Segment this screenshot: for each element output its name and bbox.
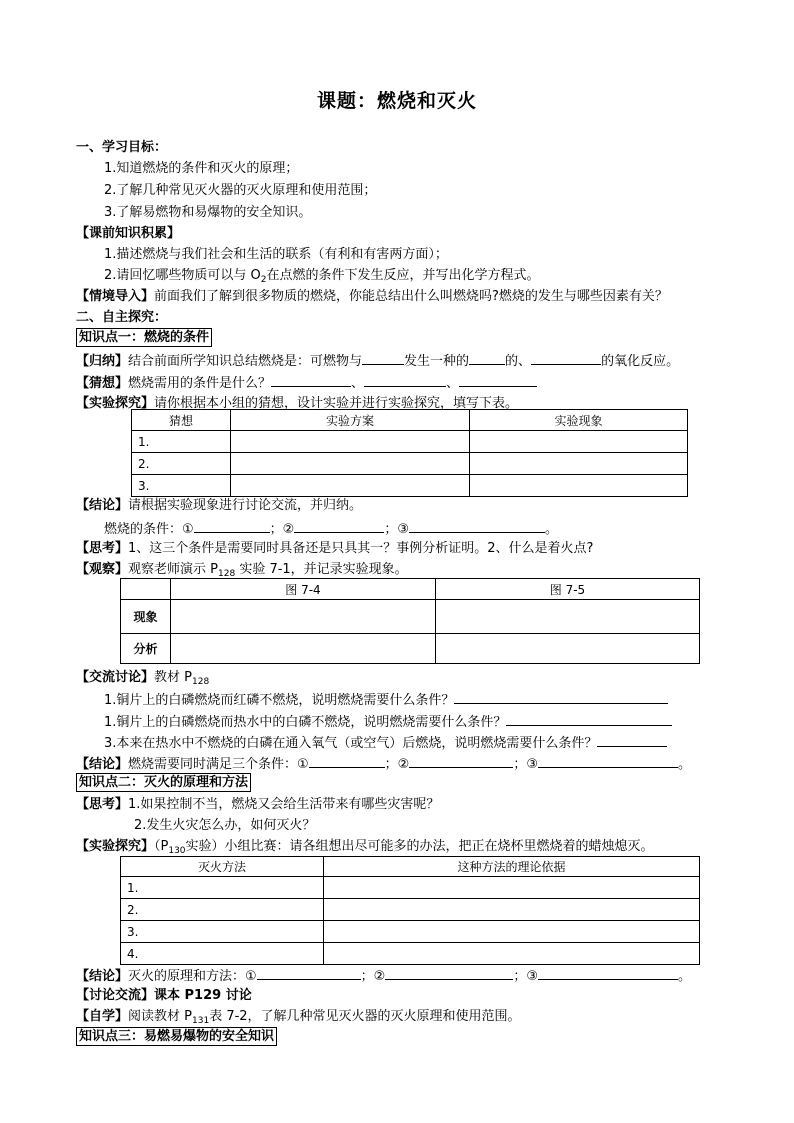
section-1-heading: 一、学习目标：	[76, 140, 168, 155]
table-header: 实验现象	[470, 410, 688, 431]
conclusion-2-line: 【结论】燃烧需要同时满足三个条件：① ；② ；③ 。	[76, 753, 691, 773]
conclusion-3-line: 【结论】灭火的原理和方法：① ；② ；③ 。	[76, 965, 691, 985]
blank[interactable]	[409, 753, 513, 768]
blank[interactable]	[538, 965, 678, 980]
blank[interactable]	[469, 350, 505, 365]
kp3-title: 知识点三：易燃易爆物的安全知识	[76, 1027, 277, 1046]
blank[interactable]	[454, 689, 668, 704]
observe-line: 【观察】观察老师演示 $P_{128}$ 实验 7-1，并记录实验现象。	[76, 562, 408, 579]
blank[interactable]	[385, 965, 513, 980]
blank[interactable]	[409, 518, 545, 533]
table-header: 实验方案	[231, 410, 470, 431]
discussion-line: 【交流讨论】教材 $P_{128}$	[76, 670, 210, 687]
think-2-item: 2.发生火灾怎么办，如何灭火？	[134, 818, 316, 833]
table-row: 2.	[132, 453, 688, 475]
conclusion-line: 【结论】请根据实验现象进行讨论交流，并归纳。	[76, 498, 363, 513]
observation-table	[120, 578, 700, 664]
table-row: 1.	[121, 877, 700, 899]
blank[interactable]	[309, 753, 385, 768]
extinguish-table	[120, 856, 700, 965]
objective-1: 1.知道燃烧的条件和灭火的原理；	[104, 161, 299, 176]
question-3: 3.本来在热水中不燃烧的白磷在通入氧气（或空气）后燃烧，说明燃烧需要什么条件？	[104, 732, 667, 752]
page-title: 课题：燃烧和灭火	[316, 90, 477, 112]
table-header: 图 7-5	[436, 579, 700, 600]
table-row: 1.	[132, 431, 688, 453]
hypothesis-table	[131, 409, 688, 497]
self-study-line: 【自学】阅读教材 $P_{131}$表 7-2，了解几种常见灭火器的灭火原理和使用范围。	[76, 1009, 521, 1026]
blank[interactable]	[271, 372, 351, 387]
kp2-title: 知识点二：灭火的原理和方法	[76, 773, 251, 792]
kp2-title-line	[76, 773, 251, 793]
question-2: 1.铜片上的白磷燃烧而热水中的白磷不燃烧，说明燃烧需要什么条件？	[104, 711, 672, 731]
table-header: 灭火方法	[121, 857, 324, 877]
think-2-line: 【思考】1.如果控制不当，燃烧又会给生活带来有哪些灾害呢？	[76, 797, 440, 812]
experiment-line: 【实验探究】请你根据本小组的猜想，设计实验并进行实验探究，填写下表。	[76, 396, 519, 411]
objective-2: 2.了解几种常见灭火器的灭火原理和使用范围；	[104, 183, 377, 198]
blank[interactable]	[364, 372, 446, 387]
blank[interactable]	[597, 732, 667, 747]
objective-3: 3.了解易燃物和易爆物的安全知识。	[104, 205, 312, 220]
blank[interactable]	[362, 350, 404, 365]
guess-line: 【猜想】燃烧需用的条件是什么？ 、 、	[76, 372, 537, 392]
table-row: 2.	[121, 899, 700, 921]
intro-line: 【情境导入】前面我们了解到很多物质的燃烧，你能总结出什么叫燃烧吗?燃烧的发生与哪些因素有关？	[76, 289, 668, 304]
conditions-line: 燃烧的条件：① ；② ；③ 。	[104, 518, 558, 538]
blank[interactable]	[459, 372, 537, 387]
blank[interactable]	[538, 753, 678, 768]
blank[interactable]	[194, 518, 270, 533]
section-2-heading: 二、自主探究：	[76, 310, 168, 325]
experiment-2-line: 【实验探究】（$P_{130}$实验）小组比赛：请各组想出尽可能多的办法，把正在烧杯里燃烧着的蜡烛熄灭。	[76, 839, 654, 856]
pre-item-2: 2.请回忆哪些物质可以与 $O_2$在点燃的条件下发生反应，并写出化学方程式。	[104, 268, 540, 285]
blank[interactable]	[294, 518, 384, 533]
blank[interactable]	[257, 965, 361, 980]
kp1-title-line	[76, 328, 212, 348]
table-header: 这种方法的理论依据	[324, 857, 700, 877]
blank[interactable]	[506, 711, 672, 726]
table-row: 4.	[121, 943, 700, 965]
table-row: 分析	[121, 634, 700, 664]
think-line: 【思考】1、这三个条件是需要同时具备还是只具其一？事例分析证明。2、什么是着火点?	[76, 541, 594, 556]
summary-line: 【归纳】结合前面所学知识总结燃烧是：可燃物与 发生一种的 的、 的氧化反应。	[76, 350, 679, 370]
table-row: 3.	[132, 475, 688, 497]
table-row: 3.	[121, 921, 700, 943]
table-row: 现象	[121, 600, 700, 634]
table-header: 猜想	[132, 410, 231, 431]
discussion-2-line: 【讨论交流】课本 P129 讨论	[76, 988, 252, 1003]
pre-knowledge-label: 【课前知识积累】	[76, 226, 181, 241]
blank[interactable]	[531, 350, 601, 365]
pre-item-1: 1.描述燃烧与我们社会和生活的联系（有利和有害两方面）；	[104, 247, 448, 262]
question-1: 1.铜片上的白磷燃烧而红磷不燃烧，说明燃烧需要什么条件？	[104, 689, 668, 709]
kp1-title: 知识点一：燃烧的条件	[76, 328, 212, 347]
kp3-title-line	[76, 1027, 277, 1047]
table-header: 图 7-4	[171, 579, 436, 600]
